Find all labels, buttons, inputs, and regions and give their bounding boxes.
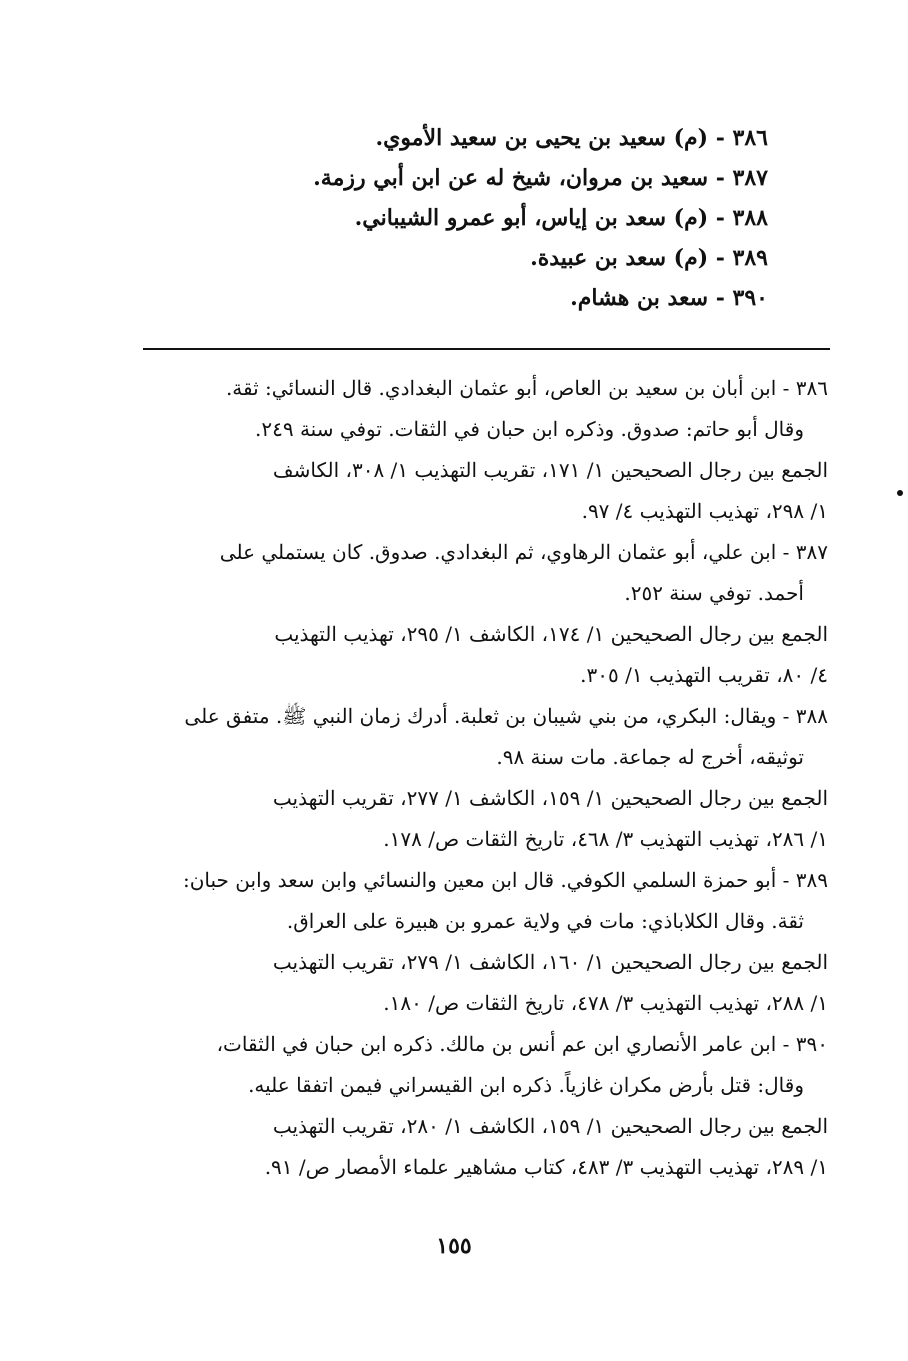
footnote-reference-line: ٤/ ٨٠، تقريب التهذيب ١/ ٣٠٥. bbox=[580, 663, 828, 687]
narrator-entry-390: ٣٩٠ - سعد بن هشام. bbox=[570, 285, 768, 311]
footnote-reference-line: الجمع بين رجال الصحيحين ١/ ١٥٩، الكاشف ١/ ٢٧٧، تقريب التهذيب bbox=[272, 786, 828, 810]
footnote-reference-line: الجمع بين رجال الصحيحين ١/ ١٧١، تقريب التهذيب ١/ ٣٠٨، الكاشف bbox=[272, 458, 828, 482]
footnote-line: أحمد. توفي سنة ٢٥٢. bbox=[624, 581, 804, 605]
footnote-reference-line: الجمع بين رجال الصحيحين ١/ ١٥٩، الكاشف ١/ ٢٨٠، تقريب التهذيب bbox=[272, 1114, 828, 1138]
footnote-line: ٣٩٠ - ابن عامر الأنصاري ابن عم أنس بن مالك. ذكره ابن حبان في الثقات، bbox=[216, 1032, 828, 1056]
footnote-line: ثقة. وقال الكلاباذي: مات في ولاية عمرو بن هبيرة على العراق. bbox=[286, 909, 804, 933]
narrator-entry-387: ٣٨٧ - سعيد بن مروان، شيخ له عن ابن أبي رزمة. bbox=[313, 165, 768, 191]
footnote-line: وقال: قتل بأرض مكران غازياً. ذكره ابن القيسراني فيمن اتفقا عليه. bbox=[248, 1073, 804, 1097]
narrator-entry-388: ٣٨٨ - (م) سعد بن إياس، أبو عمرو الشيباني. bbox=[354, 205, 768, 231]
footnote-divider bbox=[143, 348, 830, 350]
footnote-line: ٣٨٩ - أبو حمزة السلمي الكوفي. قال ابن معين والنسائي وابن سعد وابن حبان: bbox=[183, 868, 828, 892]
footnote-line: ٣٨٧ - ابن علي، أبو عثمان الرهاوي، ثم البغدادي. صدوق. كان يستملي على bbox=[219, 540, 828, 564]
footnote-388 bbox=[138, 696, 828, 860]
margin-mark bbox=[897, 490, 903, 496]
footnote-line: وقال أبو حاتم: صدوق. وذكره ابن حبان في الثقات. توفي سنة ٢٤٩. bbox=[255, 417, 804, 441]
footnote-386 bbox=[138, 368, 828, 532]
narrator-list bbox=[128, 118, 768, 318]
footnote-reference-line: ١/ ٢٩٨، تهذيب التهذيب ٤/ ٩٧. bbox=[581, 499, 828, 523]
footnote-reference-line: الجمع بين رجال الصحيحين ١/ ١٦٠، الكاشف ١/ ٢٧٩، تقريب التهذيب bbox=[272, 950, 828, 974]
footnote-line: توثيقه، أخرج له جماعة. مات سنة ٩٨. bbox=[496, 745, 804, 769]
narrator-entry-386: ٣٨٦ - (م) سعيد بن يحيى بن سعيد الأموي. bbox=[375, 125, 768, 151]
footnote-387 bbox=[138, 532, 828, 696]
footnotes bbox=[138, 368, 828, 1188]
footnote-390 bbox=[138, 1024, 828, 1188]
narrator-entry-389: ٣٨٩ - (م) سعد بن عبيدة. bbox=[530, 245, 768, 271]
footnote-reference-line: ١/ ٢٨٩، تهذيب التهذيب ٣/ ٤٨٣، كتاب مشاهير علماء الأمصار ص/ ٩١. bbox=[264, 1155, 828, 1179]
footnote-reference-line: ١/ ٢٨٨، تهذيب التهذيب ٣/ ٤٧٨، تاريخ الثقات ص/ ١٨٠. bbox=[383, 991, 828, 1015]
footnote-line: ٣٨٨ - ويقال: البكري، من بني شيبان بن ثعلبة. أدرك زمان النبي ﷺ. متفق على bbox=[184, 704, 828, 728]
footnote-line: ٣٨٦ - ابن أبان بن سعيد بن العاص، أبو عثمان البغدادي. قال النسائي: ثقة. bbox=[225, 376, 828, 400]
footnote-389 bbox=[138, 860, 828, 1024]
footnote-reference-line: ١/ ٢٨٦، تهذيب التهذيب ٣/ ٤٦٨، تاريخ الثقات ص/ ١٧٨. bbox=[383, 827, 828, 851]
footnote-reference-line: الجمع بين رجال الصحيحين ١/ ١٧٤، الكاشف ١/ ٢٩٥، تهذيب التهذيب bbox=[274, 622, 828, 646]
page-number: ١٥٥ bbox=[436, 1233, 472, 1259]
